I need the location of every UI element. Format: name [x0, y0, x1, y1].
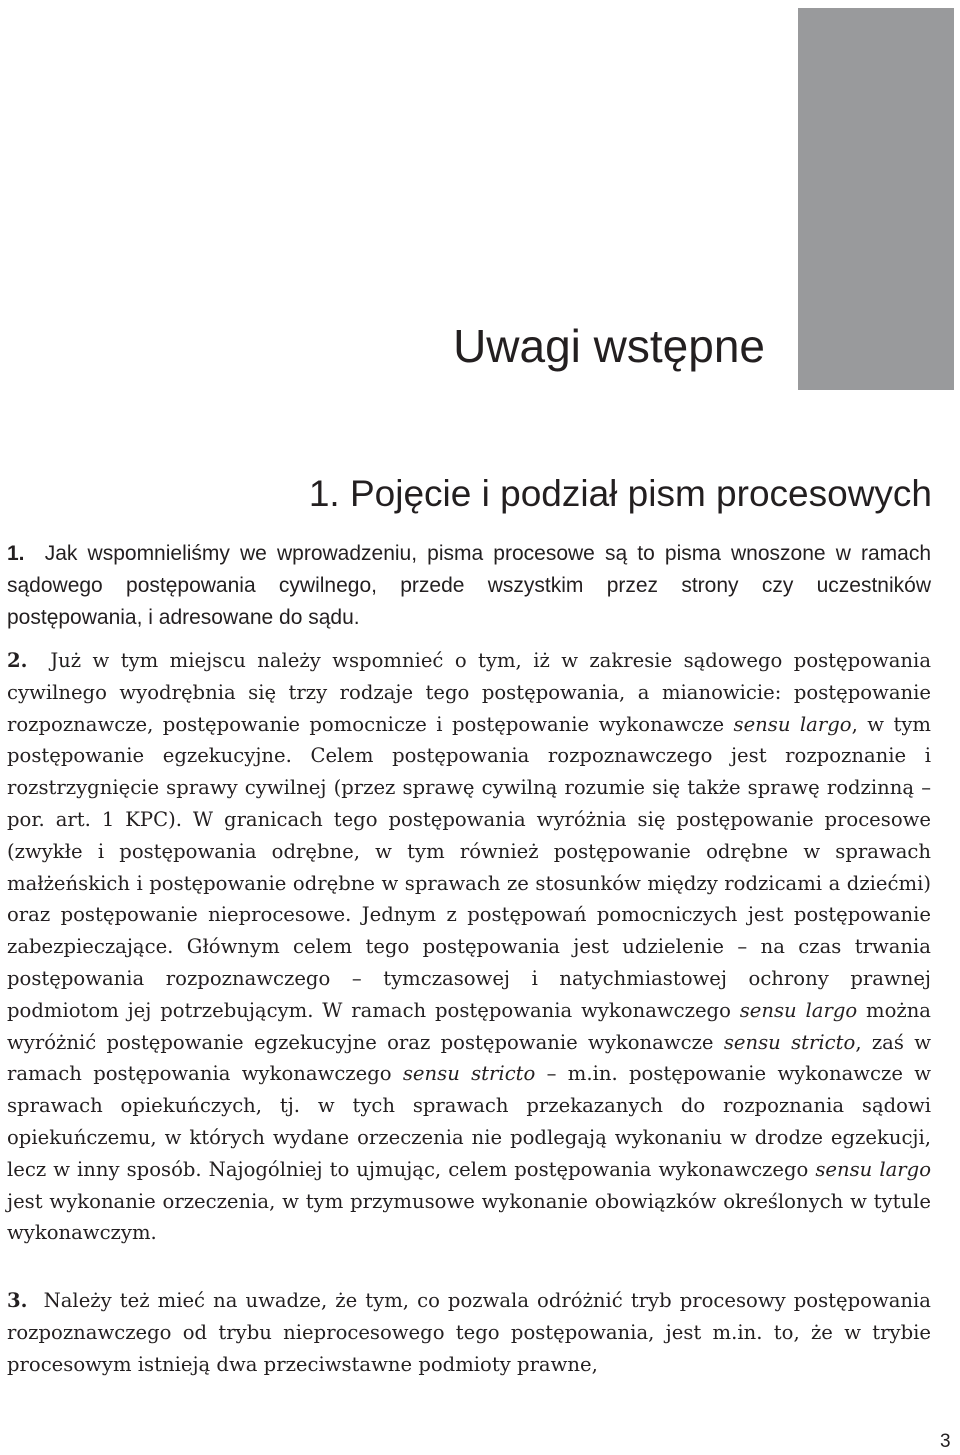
paragraph-number: 2. [7, 649, 28, 672]
latin-term: sensu stricto [723, 1030, 856, 1054]
paragraph-text: jest wykonanie orzeczenia, w tym przymusowe wykonanie obowiązków określonych w tytule wykonawczym. [7, 1189, 931, 1245]
paragraph-number: 3. [7, 1289, 28, 1312]
paragraph-3 [7, 1285, 931, 1380]
paragraph-1 [7, 538, 931, 633]
paragraph-text: , zaś w ramach postępowania wykonawczego [7, 1030, 931, 1086]
paragraph-text: Należy też mieć na uwadze, że tym, co pozwala odróżnić tryb procesowy postępowania rozpoznawczego od trybu nieprocesowego tego postępowania, jest m.in. to, że w trybie procesowym istnieją dwa przeciwstawne podmioty prawne, [7, 1289, 931, 1376]
latin-term: sensu largo [739, 998, 858, 1022]
chapter-tab-marker [798, 8, 954, 390]
paragraph-text: Jak wspomnieliśmy we wprowadzeniu, pisma procesowe są to pisma wnoszone w ramach sądowego postępowania cywilnego, przede wszystkim przez strony czy uczestników postępowania, i adresowane do sądu. [7, 542, 931, 629]
paragraph-text: można wyróżnić postępowanie egzekucyjne oraz postępowanie wykonawcze [7, 998, 931, 1054]
paragraph-2 [7, 645, 931, 1249]
paragraph-number: 1. [7, 542, 25, 565]
latin-term: sensu largo [733, 712, 852, 736]
latin-term: sensu largo [815, 1157, 931, 1181]
paragraph-text: , w tym postępowanie egzekucyjne. Celem postępowania rozpoznawczego jest rozpoznanie i rozstrzygnięcie sprawy cywilnej (przez sprawę cywilną rozumie się także sprawę rodzinną – por. art. 1 KPC). W granicach tego postępowania wyróżnia się postępowanie procesowe (zwykłe i postępowania odrębne, w tym również postępowanie odrębne w sprawach małżeńskich i postępowanie odrębne w sprawach ze stosunków między rodzicami a dziećmi) oraz postępowanie nieprocesowe. Jednym z postępowań pomocniczych jest postępowanie zabezpieczające. Głównym celem tego postępowania jest udzielenie – na czas trwania postępowania rozpoznawczego – tymczasowej i natychmiastowej ochrony prawnej podmiotom jej potrzebującym. W ramach postępowania wykonawczego [7, 712, 931, 1022]
paragraph-text: Już w tym miejscu należy wspomnieć o tym, iż w zakresie sądowego postępowania cywilnego wyodrębnia się trzy rodzaje tego postępowania, a mianowicie: postępowanie rozpoznawcze, postępowanie pomocnicze i postępowanie wykonawcze [7, 649, 931, 736]
latin-term: sensu stricto [402, 1062, 536, 1086]
page-number: 3 [940, 1431, 951, 1452]
paragraph-text: – m.in. postępowanie wykonawcze w sprawach opiekuńczych, tj. w tych sprawach przekazanych do rozpoznania sądowi opiekuńczemu, w których wydane orzeczenia nie podlegają wykonaniu w drodze egzekucji, lecz w inny sposób. Najogólniej to ujmując, celem postępowania wykonawczego [7, 1062, 931, 1181]
chapter-title: Uwagi wstępne [453, 320, 765, 372]
section-title: 1. Pojęcie i podział pism procesowych [308, 473, 932, 514]
